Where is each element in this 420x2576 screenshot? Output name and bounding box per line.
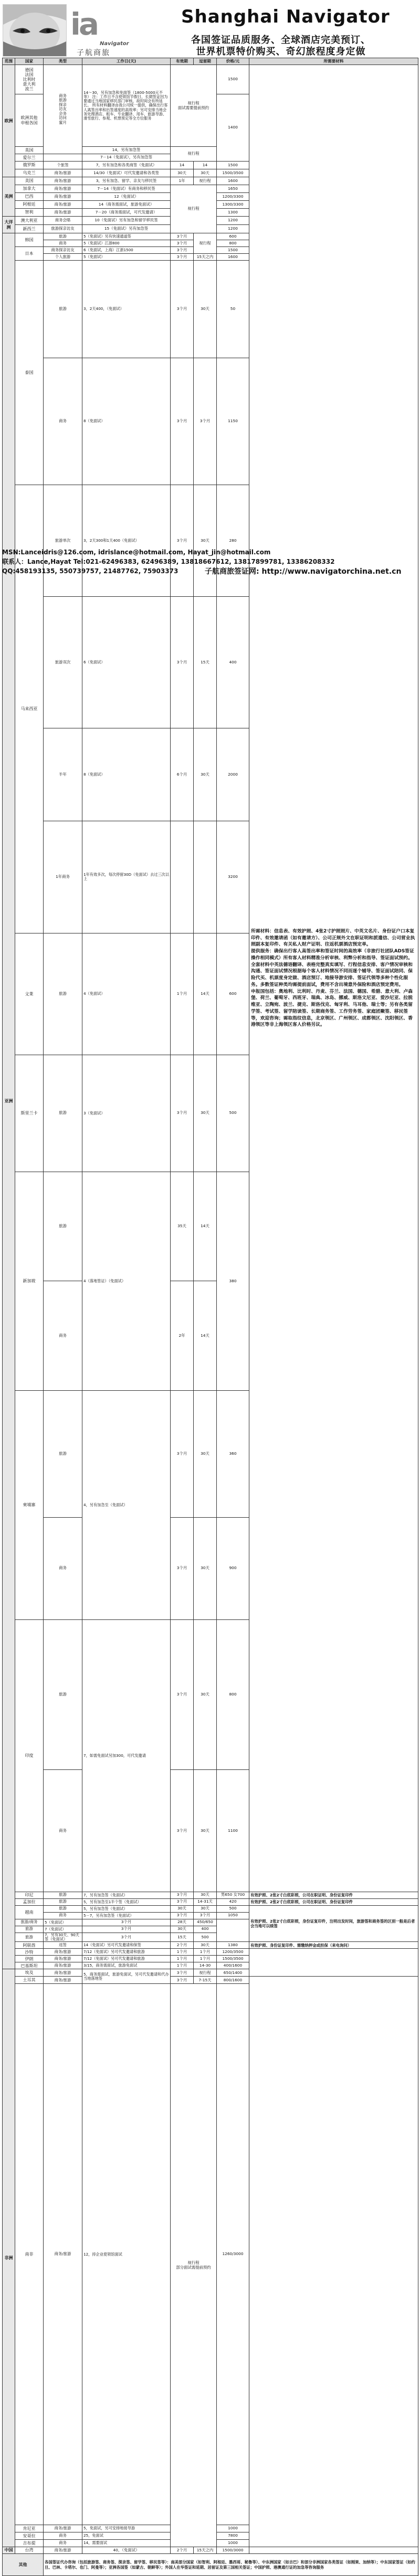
country-cell: 文莱 [15,933,44,1055]
type-cell: 个人旅游 [44,254,82,261]
type-cell: 商务/旅游 [44,1962,82,1969]
workdays-cell: 40，（免面试） [82,2547,171,2554]
workdays-cell: 3/15，商务需面试，旅游免面试 [82,1962,171,1969]
stay-cell: 视行程 [194,233,217,254]
type-cell: 商务/旅游 [44,1977,82,1984]
workdays-cell: 10（免面试）另有加急和留学移民签 [82,217,171,225]
stay-cell: 3个月 [194,358,217,485]
price-cell: 380 [217,1172,249,1390]
stay-cell: 30天 [171,1926,194,1933]
type-cell: 商务/旅游 [44,1949,82,1956]
table-row [3,1898,418,1905]
country-cell: 土耳其 [15,1977,44,1984]
stay-cell: 14-30 [194,1962,217,1969]
validity-cell [171,821,194,933]
workdays-cell: 5－7，另有加急签（免面试） [82,1912,171,1919]
type-cell: 商务/旅游 [44,1969,82,1977]
workdays-cell: 7，另有加急和各类商签（免面试） [82,162,171,169]
region-cell: 欧洲 [3,65,15,177]
country-cell: 南非 [15,1984,44,2525]
validity-cell: 3个月 [171,485,194,597]
workdays-cell: 14/30（免面试）可代发邀请和各类签 [82,169,171,177]
portrait-photo [3,4,67,57]
table-row [3,1949,418,1956]
country-cell: 斯里兰卡 [15,1055,44,1172]
stay-cell: 14 [194,162,217,169]
country-cell: 加拿大 [15,185,44,193]
workdays-cell: 14（商务需面试，旅游免面试） [82,201,171,209]
price-cell: 7800 [217,2532,249,2540]
requirements-cell: 有效护照、身份证复印件、需缴纳押金或担保（来电询问） [249,1942,418,1949]
requirements-cell: 有效护照、2张2寸白底彩照，身份证复印件，注明出发时间，旅游签和商务签的区别一般是后者会当地可以续签 [249,1905,418,1942]
type-cell: 旅游单次 [44,485,82,597]
workdays-cell: 5（免面试）江浙800 [82,240,171,247]
price-cell: 800 [217,240,249,247]
price-cell: 450/650 [194,1919,217,1926]
workdays-cell: 7－14（免面试），另有加急签 [82,154,171,162]
validity-cell: 1个月 [171,1956,194,1962]
stay-cell: 15天 [194,597,217,728]
type-cell: 商务 [44,1770,82,1892]
country-cell: 伊朗 [15,1956,44,1962]
type-cell: 旅游 [44,261,82,358]
contact-qq: QQ:458193135, 550739757, 21487762, 75903373 [2,567,178,575]
validity-cell: 3个月 [171,1892,194,1898]
workdays-cell: 7，另有加急签（免面试） [82,1892,171,1898]
workdays-cell: 7，如需免面试另加300，可代发邀请 [82,1619,171,1892]
country-cell: 台湾 [15,2547,44,2554]
country-cell: 越南 [15,1905,44,1919]
price-cell: 500 [194,1933,217,1942]
stay-cell: 7-15天 [194,1977,217,1984]
country-cell: 巴基斯坦 [15,1962,44,1969]
table-header-row [3,58,418,65]
type-cell: 半年 [44,728,82,821]
country-cell: 英国 [15,147,44,154]
workdays-cell: 4，另有加急至（免面试） [82,1391,171,1620]
price-cell: 500 [217,1905,249,1912]
price-cell: 2000 [217,728,249,821]
type-cell: 旅游 [44,1892,82,1898]
price-cell: 360 [217,1391,249,1518]
validity-cell: 3个月 [171,1977,194,1984]
workdays-cell: 5，另有加急至1半个签（免面试） [82,1898,171,1905]
contact-phone: 联系人：Lance,Hayat Tel:021-62496383, 62496389, 13818667612, 13817899781, 13386208332 [2,558,335,565]
workdays-cell: 4（落地签证）（免面试） [82,1172,171,1390]
other-notes-cell: 各国签证代办咨询（包括旅游签、商务签、探亲签、留学签、移民签等）：南美部分国家（如智利、阿根廷、墨西哥、秘鲁等）、中东洲国家（如吉巴）和部分非洲国家各类签证（如刚果、加纳等）；中东国家签证（如约旦、巴林、卡塔尔、也门、阿曼等）；亚洲各国签（如蒙古、朝鲜等）；外国人在华签证和延期、居留证及第三国相关签证；中国护照、港澳通行证的加急等咨询服务 [44,2554,418,2576]
country-cell: 澳大利亚 [15,217,44,225]
stay-cell: 15天之内 [194,254,217,261]
type-cell: 商务/旅游 [44,2547,82,2554]
logo-subtitle: Navigator [100,41,129,47]
region-cell: 大洋洲 [3,217,15,233]
type-cell: 个旅签 [44,162,82,169]
type-cell: 旅游探亲访友 [44,225,82,233]
price-cell: 600 [217,233,249,240]
price-cell: 3200 [217,821,249,933]
stay-cell: 30天 [194,1942,217,1949]
country-cell: 韩国 [15,233,44,247]
country-cell: 孟加拉 [15,1898,44,1905]
price-cell: 1260/3000 [217,1984,249,2525]
region-cell: 非洲 [3,1969,15,2547]
type-cell: 商务/旅游 [44,185,82,193]
country-cell: 沙特 [15,1949,44,1956]
col-header-type: 类型 [44,58,82,65]
type-cell: 返签 [44,1942,82,1949]
workdays-cell: 7/12（免面试）另可代发邀请和旅游 [82,1956,171,1962]
country-cell: 柬埔寨 [15,1391,44,1620]
type-cell: 旅游 [44,233,82,240]
price-cell: 600 [217,933,249,1055]
workdays-cell: 3，2天400，（免面试） [82,261,171,358]
workdays-cell: 5（免面试）另有快速通道签 [82,233,171,240]
type-cell: 旅游 [15,1926,44,1933]
table-row [3,1984,418,2525]
region-cell: 亚洲 [3,233,15,1969]
validity-cell: 3个月 [171,240,194,247]
validity-cell: 3个月 [82,1919,171,1926]
country-cell: 爱尔兰 [15,154,44,162]
country-cell: 吉布提 [15,2540,44,2547]
type-cell: 商务探亲访友 [44,247,82,254]
price-cell: 1150 [217,358,249,485]
workdays-cell: 5（免面试） [82,254,171,261]
workdays-cell: 3，另有加急、留学、亲友与移民签 [82,177,171,185]
stay-cell: 30天 [194,485,217,597]
workdays-cell: 8（免面试） [82,728,171,821]
stay-cell: 15天 [171,1933,194,1942]
stay-cell: 视行程 [194,177,217,185]
validity-cell: 2个月 [171,1942,194,1949]
price-cell: 400/1600 [217,1962,249,1969]
col-header-materials: 所需要材料 [249,58,418,65]
stay-cell: 14-31天 [194,1898,217,1905]
type-cell: 商务 [44,1517,82,1619]
table-row [3,1942,418,1949]
type-cell: 商务/旅游 [44,1956,82,1962]
table-row [3,2547,418,2554]
price-cell: 280 [217,485,249,597]
price-cell: 500 [217,1055,249,1172]
price-cell: 1000 [217,2525,249,2532]
requirements-cell: 有效护照、2张2寸白底彩照，公司在职证明、身份证复印件 [249,1892,418,1898]
workdays-cell: 6（免面试，上海）江浙1500 [82,247,171,254]
validity-cell: 1个月 [171,1949,194,1956]
price-cell: 1200/3500 [217,1949,249,1956]
stay-cell: 30天 [194,1619,217,1769]
stay-cell: 15天之内 [194,2547,217,2554]
workdays-cell: 14（免面试）另可代发邀请和保签 [82,1942,171,1949]
col-header-region: 范围 [3,58,15,65]
type-cell: 商务/旅游 [44,1984,82,2525]
validity-cell: 14 [171,162,194,169]
type-cell: 商务 [44,358,82,485]
stay-cell: 14天 [194,1172,217,1281]
validity-cell: 1个月 [171,933,194,1055]
type-cell: 旅游 [44,1172,82,1281]
workdays-cell: 25，免面试 [82,2532,171,2540]
region-cell: 其他 [3,2554,44,2576]
stay-cell: 1个月 [194,1956,217,1962]
type-cell: 商务/旅游 [44,209,82,217]
type-cell: 旅游 [44,1619,82,1769]
country-cell: 安哥拉 [15,2532,44,2540]
stay-cell: 30天 [194,1517,217,1619]
country-cell: 阿根廷 [15,201,44,209]
stay-cell: 30天 [194,1391,217,1518]
type-cell: 商务 [44,2540,82,2547]
workdays-cell: 5，另有加急签（免面试） [82,1905,171,1912]
stay-cell: 1个月 [194,1949,217,1956]
stay-cell: 30天 [194,261,217,358]
workdays-cell: 15（免面试）另有加急签 [82,225,171,233]
price-cell: 1500 [217,162,249,169]
stay-cell: 30天 [194,1892,217,1898]
workdays-cell: 7－14（免面试）有商务和移民签 [82,185,171,193]
price-cell: 1300/3300 [217,201,249,209]
price-cell: 1200 [217,225,249,233]
type-cell: 商务/旅游 [44,193,82,201]
stay-cell: 30天 [194,169,217,177]
price-cell: 1300 [217,209,249,217]
workdays-cell: 5，免面试，另可安排地接导游 [82,2525,171,2532]
country-cell: 肯尼亚 [15,2525,44,2532]
stay-cell: 30天 [194,1770,217,1892]
validity-cell: 2年 [171,1281,194,1391]
validity-cell: 6个月 [171,728,194,821]
price-cell: 800 [217,1619,249,1769]
workdays-cell: 3（免面试） [82,1055,171,1172]
validity-cell: 视行程 [171,147,217,162]
price-cell: 1500/3500 [217,1956,249,1962]
validity-cell: 视行程 面试需要提前预约 [171,65,217,147]
workdays-cell: 12（免面试） [82,193,171,201]
validity-cell: 30天 [171,169,194,177]
country-cell: 俄罗斯 [15,162,44,169]
table-row [3,65,418,94]
validity-cell: 3个月 [82,1926,171,1933]
price-cell: 1200 [217,217,249,225]
visa-price-table [2,58,418,2576]
type-cell: 商务 [44,1912,82,1919]
price-cell: 1500 [217,247,249,254]
contact-msn: MSN:Lanceidris@126.com, idrislance@hotmail.com, Hayat_jin@hotmail.com [2,549,271,556]
workdays-cell: 12，持企业使领馆面试 [82,1984,171,2525]
workdays-cell: 7/12（免面试）另可代发邀请和旅游 [82,1949,171,1956]
workdays-cell: 5（免面试） [44,1919,82,1926]
type-cell: 1年商务 [44,821,82,933]
col-header-country: 国家 [15,58,44,65]
type-cell: 商务/旅游 [44,2525,82,2532]
country-cell: 马来西亚 [15,485,44,933]
table-row [3,1892,418,1898]
type-cell: 旅游 [44,1905,82,1912]
table-row [3,1977,418,1984]
country-cell: 新西兰 [15,225,44,233]
validity-cell: 3个月 [171,254,194,261]
stay-cell: 3个月 [194,1912,217,1919]
validity-cell: 3个月 [171,597,194,728]
price-cell: 50 [217,261,249,358]
type-cell [44,154,82,162]
type-cell: 商务/旅游 [44,177,82,185]
validity-cell: 3个月 [171,1517,194,1619]
type-cell: 旅游 [44,1391,82,1518]
workdays-cell: 7，另有30天、90天签（免面试） [44,1933,82,1942]
validity-cell: 3个月 [171,358,194,485]
validity-cell: 3个月 [171,1619,194,1769]
price-cell: 1000 [217,2540,249,2547]
col-header-validity: 有效期 [171,58,194,65]
workdays-cell: 7－20（商务需面试，可代发邀请） [82,209,171,217]
type-cell: 商务 [44,240,82,247]
price-cell: 1400 [217,94,249,162]
price-cell: 400 [194,1926,217,1933]
validity-cell: 3个月 [171,1912,194,1919]
validity-cell: 35天 [171,1172,194,1281]
col-header-stay: 逗留期 [194,58,217,65]
country-cell: 新加坡 [15,1172,44,1390]
price-cell: 1500 [217,65,249,94]
country-cell: 泰国 [15,261,44,485]
country-cell: 日本 [15,247,44,261]
tagline-line-2: 世界机票特价购买、奇幻旅程度身定做 [196,46,366,57]
workdays-cell: 6（免面试） [82,597,171,728]
type-cell: 商务 [44,1281,82,1391]
price-cell: 1200/3300 [217,193,249,201]
validity-cell: 3个月 [171,1770,194,1892]
workdays-cell: 14～30，另有加急和免面签（1800-5000元不等） 注：工作日不含使领馆节假日，长期签证因为要通过当地国家移民部门审核，故时间会有所延长。 所有材料翻译由我公司统一提供，确保出行客人离签出率和出签速度的高效率；另可安排当地会务处理酒店、租车、专业翻译、用车、旅游导游、滑雪旅行、参观、机票预定等全方位服务 [82,65,171,147]
stay-cell: 30天 [194,1055,217,1172]
company-logo [67,4,135,56]
price-cell: 男650 女700 [217,1892,249,1898]
validity-cell: 3个月 [171,1055,194,1172]
region-cell: 美洲 [3,177,15,217]
col-header-price: 价格/元 [217,58,249,65]
price-cell: 1380 [217,1942,249,1949]
requirements-cell [249,1949,418,1977]
validity-cell: 视行程 [171,185,217,233]
price-cell: 650/1400 [217,1969,249,1977]
tagline-line-1: 各国签证品质服务、全球酒店完美预订、 [191,35,371,46]
validity-cell: 3个月 [82,1933,171,1942]
stay-cell [194,821,217,933]
price-cell: 900 [217,1517,249,1619]
workdays-cell: 4（免面试） [82,933,171,1055]
type-cell: 旅游 [15,1933,44,1942]
validity-cell: 3个月 [171,1969,194,1977]
price-cell: 1600 [217,177,249,185]
type-cell: 商务/旅游 [44,169,82,177]
workdays-cell: 5，商务需面试，旅游免面试，另可代发邀请和代办当地落地签 [82,1969,171,1984]
type-cell: 商务 [44,2532,82,2540]
country-cell: 印尼 [15,1892,44,1898]
type-cell: 旅游双次 [44,597,82,728]
requirements-cell [249,2547,418,2554]
price-cell: 800/1600 [217,1977,249,1984]
country-cell: 埃及 [15,1969,44,1977]
table-row [3,2554,418,2576]
stay-cell: 视行程 [194,1969,217,1977]
validity-cell: 2个月 [171,2547,194,2554]
validity-cell: 3个月 [171,1391,194,1518]
validity-cell: 1年 [171,177,194,185]
workdays-cell: 3，2天300和1天400（免面试） [82,485,171,597]
price-cell: 1050 [217,1912,249,1919]
type-cell: 商务/旅游 [44,201,82,209]
country-cell: 德国 法国 比利时 意大利 波兰 [15,65,44,94]
stay-cell: 14天 [194,1281,217,1391]
country-cell: 美国 [15,177,44,185]
workdays-cell: 7（免面试） [44,1926,82,1933]
stay-cell: 30天 [194,1905,217,1912]
requirements-cell: 有效护照、2张2寸白底彩照，公司在职证明、身份证复印件 [249,1898,418,1905]
validity-cell: 3个月 [171,1898,194,1905]
requirements-cell: 所需材料：信息表、有效护照、4张2寸护照照片、中英文名片、身份证户口本复印件、有效邀请函（如有邀请方）、公司正规外文在职证明和派遣信、公司营业执照副本复印件、有关私人财产证明、往返机票酒店预定单。 提供服务：确保出行客人高签出率和签证时间的高效率（非旅行社团队ADS签证操作相同模式）所有客人材料精准分析审核、利弊分析和指导、签证面试预约。全套材料中英法德语翻译、表格完整真实填写、行程信息安排、客户情况审核和沟通、签证面试情况根据每个客人材料情况不同而逐个辅导、签证面试陪同、保险代买、机票度身定做、酒店预订、地接导游安排、签证代领等多种个性化服务。多数签证种类均需提前面试，费用不含出境意外保险和酒店预定费用。 申报国包括：奥地利、比利时、丹麦、芬兰、法国、德国、希腊、意大利、卢森堡、荷兰、葡萄牙、西班牙、瑞典、冰岛、挪威、斯洛文尼亚、爱沙尼亚、拉脱维亚、立陶宛、波兰、捷克、斯洛伐克、匈牙利、马耳他、瑞士等；另有各类留学签、考试签、留学陪读签、长期商务签、工作劳务签、家庭团聚签、移民签等，欢迎咨询；需取指纹信息，北京领区、广州领区、成都领区、沈阳领区、香港领区等非上海领区客人价格另议。 [249,65,418,1892]
header [0,0,420,57]
stay-cell: 30天 [194,728,217,821]
type-cell: 旅游 [44,1898,82,1905]
type-cell: 商务会晤 [44,217,82,225]
price-cell: 420 [217,1898,249,1905]
table-row [3,1905,418,1912]
validity-cell: 1个月 [171,1962,194,1969]
price-cell: 1650 [217,185,249,193]
validity-cell: 视行程 部分面试需提前预约 [171,1984,217,2547]
country-cell: 阿联酋 [15,1942,44,1949]
workdays-cell: 8（免面试） [82,358,171,485]
workdays-cell: 14，需要面试 [82,2540,171,2547]
logo-chinese-name: 子航商旅 [77,49,110,57]
price-cell: 1600 [217,254,249,261]
price-cell: 1500/3000 [217,2547,249,2554]
country-cell: 欧洲其他 申根各国 [15,94,44,147]
validity-cell: 3个月 [171,247,194,254]
brand-title: Shanghai Navigator [181,6,390,27]
price-cell: 1100 [217,1770,249,1892]
price-cell: 1500/3500 [217,169,249,177]
logo-letters: ia [70,6,98,42]
country-cell: 乌克兰 [15,169,44,177]
country-cell: 智利 [15,209,44,217]
region-cell: 中国 [3,2547,15,2554]
col-header-workdays: 工作日(天) [82,58,171,65]
website-link[interactable]: 子航商旅签证网: http://www.navigatorchina.net.cn [205,567,402,576]
country-cell: 印度 [15,1619,44,1892]
validity-cell: 3个月 [171,233,194,240]
type-cell: 旅游 [44,1055,82,1172]
country-cell: 巴西 [15,193,44,201]
validity-cell: 3个月 [171,261,194,358]
price-cell: 400 [217,597,249,728]
stay-cell: 14天 [194,933,217,1055]
stay-cell: 28天 [171,1919,194,1926]
validity-cell: 30天 [171,1905,194,1912]
workdays-cell: 14，另有加急签 [82,147,171,154]
type-cell: 旅游 [44,933,82,1055]
type-cell: 商务 旅游 探亲 访友 会务 访问 蜜月 [44,65,82,154]
type-cell: 旅游/商务 [15,1919,44,1926]
portrait-image-icon [3,5,66,56]
workdays-cell: 1年有效多次，每次停留30D（免面试）去过三次以上 [82,821,171,933]
